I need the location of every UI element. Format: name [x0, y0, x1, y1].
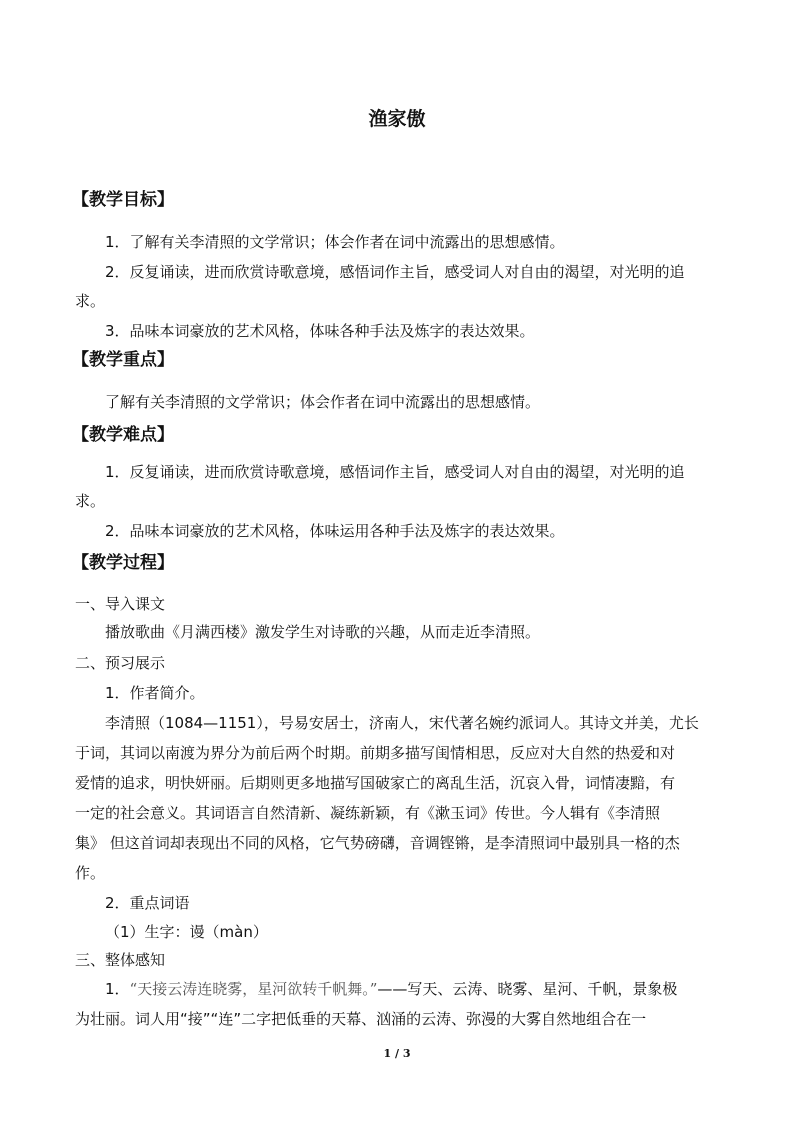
new-character: （1）生字：谩（màn） — [105, 923, 268, 941]
section-heading-goals: 【教学目标】 — [72, 190, 174, 210]
bio-line-2: 于词，其词以南渡为界分为前后两个时期。前期多描写闺情相思，反应对大自然的热爱和对 — [75, 744, 676, 762]
key-point-1: 了解有关李清照的文学常识；体会作者在词中流露出的思想感情。 — [105, 393, 541, 411]
overall-line-2: 为壮丽。词人用“接”“连”二字把低垂的天幕、汹涌的云涛、弥漫的大雾自然地组合在一 — [75, 1010, 647, 1028]
key-words-label: 2．重点词语 — [105, 894, 190, 912]
goal-2-cont: 求。 — [75, 292, 106, 310]
overall-line-1 — [105, 979, 677, 999]
process-step-1: 一、导入课文 — [75, 595, 166, 613]
process-step-2: 二、预习展示 — [75, 654, 166, 672]
process-step-1-text: 播放歌曲《月满西楼》激发学生对诗歌的兴趣，从而走近李清照。 — [105, 623, 541, 641]
goal-2: 2．反复诵读，进而欣赏诗歌意境，感悟词作主旨，感受词人对自由的渴望，对光明的追 — [105, 263, 685, 281]
process-step-3: 三、整体感知 — [75, 951, 166, 969]
goal-3: 3．品味本词豪放的艺术风格，体味各种手法及炼字的表达效果。 — [105, 322, 535, 340]
bio-line-6: 作。 — [75, 864, 106, 882]
difficulty-1: 1．反复诵读，进而欣赏诗歌意境，感悟词作主旨，感受词人对自由的渴望，对光明的追 — [105, 463, 685, 481]
section-heading-difficulty: 【教学难点】 — [72, 425, 174, 445]
section-heading-process: 【教学过程】 — [72, 553, 174, 573]
page-number: 1 / 3 — [383, 1047, 411, 1060]
author-intro-label: 1．作者简介。 — [105, 684, 205, 702]
bio-line-5: 集》 但这首词却表现出不同的风格，它气势磅礴，音调铿锵，是李清照词中最别具一格的杰 — [75, 834, 680, 852]
bio-line-3: 爱情的追求，明快妍丽。后期则更多地描写国破家亡的离乱生活，沉哀入骨，词情凄黯，有 — [75, 774, 676, 792]
difficulty-1-cont: 求。 — [75, 492, 106, 510]
overall-line-1-num: 1． — [105, 980, 130, 998]
difficulty-2: 2．品味本词豪放的艺术风格，体味运用各种手法及炼字的表达效果。 — [105, 522, 565, 540]
overall-line-1-rest: ——写天、云涛、晓雾、星河、千帆，景象极 — [377, 980, 678, 998]
bio-line-4: 一定的社会意义。其词语言自然清新、凝练新颖，有《漱玉词》传世。今人辑有《李清照 — [75, 804, 661, 822]
bio-line-1: 李清照（1084—1151），号易安居士，济南人，宋代著名婉约派词人。其诗文并美，尤长 — [105, 714, 699, 732]
section-heading-key: 【教学重点】 — [72, 350, 174, 370]
goal-1: 1．了解有关李清照的文学常识；体会作者在词中流露出的思想感情。 — [105, 233, 565, 251]
page-title: 渔家傲 — [368, 108, 426, 130]
poem-quote: “天接云涛连晓雾，星河欲转千帆舞。” — [129, 980, 378, 998]
